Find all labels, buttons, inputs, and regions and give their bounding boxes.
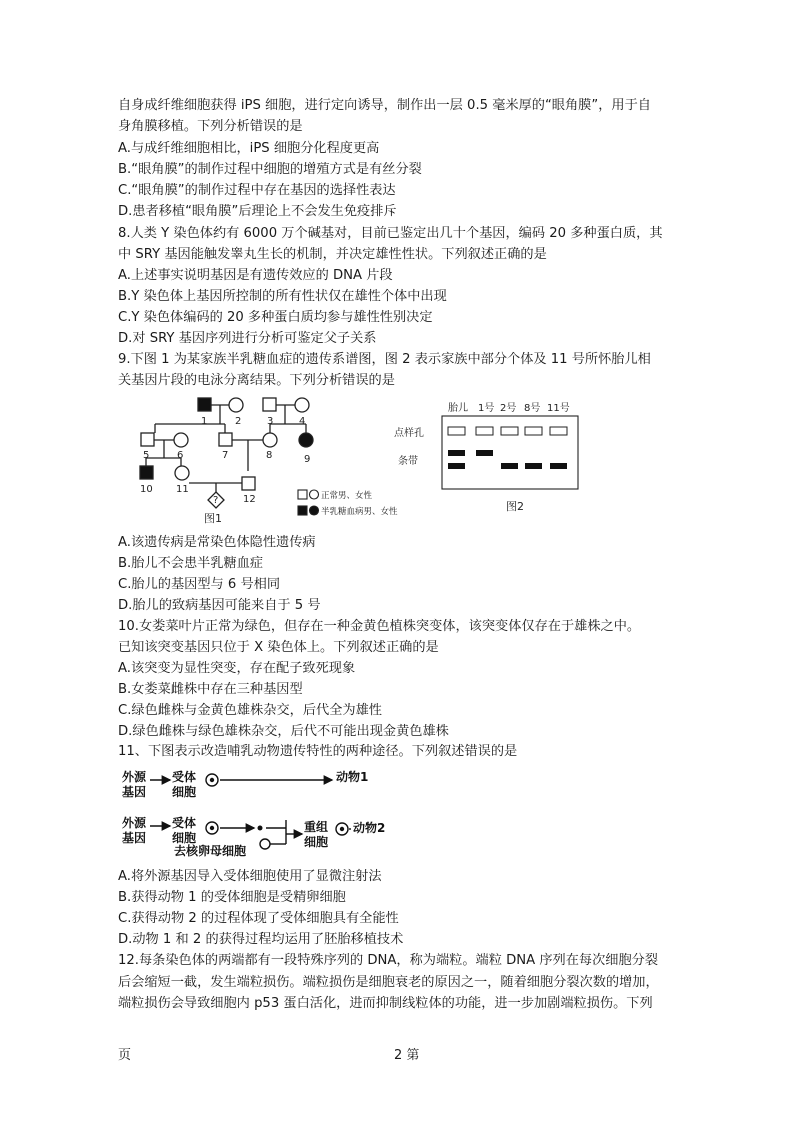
legend-affected: 半乳糖血病男、女性 [321, 507, 398, 517]
q12-stem-line2: 后会缩短一截，发生端粒损伤。端粒损伤是细胞衰老的原因之一，随着细胞分裂次数的增加， [118, 975, 659, 990]
transgenic-pathway-figure [118, 764, 408, 862]
svg-text:胎儿: 胎儿 [448, 403, 468, 414]
q11-option-a: A.将外源基因导入受体细胞使用了显微注射法 [118, 869, 382, 884]
svg-text:11: 11 [176, 484, 189, 495]
q9-option-a: A.该遗传病是常染色体隐性遗传病 [118, 535, 316, 550]
q8-option-d: D.对 SRY 基因序列进行分析可鉴定父子关系 [118, 331, 377, 346]
fig2-caption: 图2 [506, 500, 524, 513]
row-band-label: 条带 [398, 456, 418, 467]
q12-stem-line3: 端粒损伤会导致细胞内 p53 蛋白活化，进而抑制线粒体的功能，进一步加剧端粒损伤。下列 [118, 996, 653, 1011]
q9-option-b: B.胎儿不会患半乳糖血症 [118, 556, 264, 571]
svg-text:基因: 基因 [122, 831, 147, 845]
svg-text:受体: 受体 [172, 816, 197, 830]
svg-text:10: 10 [140, 484, 153, 495]
svg-text:?: ? [213, 495, 219, 506]
q7-stem-line1: 自身成纤维细胞获得 iPS 细胞，进行定向诱导，制作出一层 0.5 毫米厚的“眼角膜”，用于自 [118, 98, 651, 113]
q9-stem-line1: 9.下图 1 为某家族半乳糖血症的遗传系谱图，图 2 表示家族中部分个体及 11 号所怀胎儿相 [118, 352, 651, 367]
q10-stem-line1: 10.女娄菜叶片正常为绿色，但存在一种金黄色植株突变体，该突变体仅存在于雄株之中。 [118, 619, 641, 634]
svg-text:基因: 基因 [122, 785, 147, 799]
svg-text:细胞: 细胞 [172, 831, 197, 845]
row-well-label: 点样孔 [394, 428, 424, 439]
svg-text:动物2: 动物2 [353, 821, 386, 835]
q8-option-c: C.Y 染色体编码的 20 多种蛋白质均参与雄性性别决定 [118, 310, 433, 325]
footer-page-label: 页 [118, 1048, 132, 1063]
svg-text:3: 3 [267, 416, 274, 427]
q10-option-b: B.女娄菜雌株中存在三种基因型 [118, 682, 303, 697]
svg-text:9: 9 [304, 454, 311, 465]
svg-text:去核卵母细胞: 去核卵母细胞 [174, 844, 247, 858]
svg-text:12: 12 [243, 494, 256, 505]
footer-page-number: 2 第 [394, 1048, 420, 1063]
svg-text:4: 4 [299, 416, 306, 427]
svg-text:2号: 2号 [500, 403, 517, 414]
svg-text:8: 8 [266, 450, 273, 461]
q9-option-d: D.胎儿的致病基因可能来自于 5 号 [118, 598, 321, 613]
q7-stem-line2: 身角膜移植。下列分析错误的是 [118, 119, 303, 134]
electrophoresis-figure [390, 400, 590, 515]
svg-text:受体: 受体 [172, 770, 197, 784]
svg-text:重组: 重组 [304, 820, 329, 834]
q11-option-b: B.获得动物 1 的受体细胞是受精卵细胞 [118, 890, 346, 905]
svg-text:5: 5 [143, 450, 150, 461]
svg-text:7: 7 [222, 450, 229, 461]
svg-text:8号: 8号 [524, 403, 541, 414]
svg-text:6: 6 [177, 450, 184, 461]
q10-stem-line2: 已知该突变基因只位于 X 染色体上。下列叙述正确的是 [118, 640, 439, 655]
q12-stem-line1: 12.每条染色体的两端都有一段特殊序列的 DNA，称为端粒。端粒 DNA 序列在每次细胞分裂 [118, 953, 659, 968]
q8-stem-line2: 中 SRY 基因能触发睾丸生长的机制，并决定雄性性状。下列叙述正确的是 [118, 247, 547, 262]
svg-text:外源: 外源 [122, 770, 147, 784]
q9-option-c: C.胎儿的基因型与 6 号相同 [118, 577, 281, 592]
svg-text:细胞: 细胞 [172, 785, 197, 799]
fig1-caption: 图1 [204, 512, 222, 525]
q9-stem-line2: 关基因片段的电泳分离结果。下列分析错误的是 [118, 373, 395, 388]
svg-text:2: 2 [235, 416, 242, 427]
svg-text:1: 1 [201, 416, 208, 427]
q10-option-c: C.绿色雌株与金黄色雄株杂交，后代全为雄性 [118, 703, 382, 718]
svg-text:1号: 1号 [478, 403, 495, 414]
q11-stem: 11、下图表示改造哺乳动物遗传特性的两种途径。下列叙述错误的是 [118, 744, 518, 759]
q10-option-a: A.该突变为显性突变，存在配子致死现象 [118, 661, 356, 676]
pedigree-figure [118, 392, 398, 527]
q11-option-d: D.动物 1 和 2 的获得过程均运用了胚胎移植技术 [118, 932, 404, 947]
q10-option-d: D.绿色雌株与绿色雄株杂交，后代不可能出现金黄色雄株 [118, 724, 449, 739]
q7-option-b: B.“眼角膜”的制作过程中细胞的增殖方式是有丝分裂 [118, 162, 422, 177]
svg-text:外源: 外源 [122, 816, 147, 830]
q8-option-a: A.上述事实说明基因是有遗传效应的 DNA 片段 [118, 268, 393, 283]
svg-text:动物1: 动物1 [336, 770, 369, 784]
q11-option-c: C.获得动物 2 的过程体现了受体细胞具有全能性 [118, 911, 399, 926]
q8-option-b: B.Y 染色体上基因所控制的所有性状仅在雄性个体中出现 [118, 289, 447, 304]
q7-option-c: C.“眼角膜”的制作过程中存在基因的选择性表达 [118, 183, 396, 198]
q7-option-a: A.与成纤维细胞相比，iPS 细胞分化程度更高 [118, 141, 380, 156]
svg-text:细胞: 细胞 [304, 835, 329, 849]
svg-text:11号: 11号 [547, 403, 570, 414]
legend-normal: 正常男、女性 [321, 491, 373, 501]
q8-stem-line1: 8.人类 Y 染色体约有 6000 万个碱基对，目前已鉴定出几十个基因，编码 20 多种蛋白质，其 [118, 226, 663, 241]
q7-option-d: D.患者移植“眼角膜”后理论上不会发生免疫排斥 [118, 204, 397, 219]
